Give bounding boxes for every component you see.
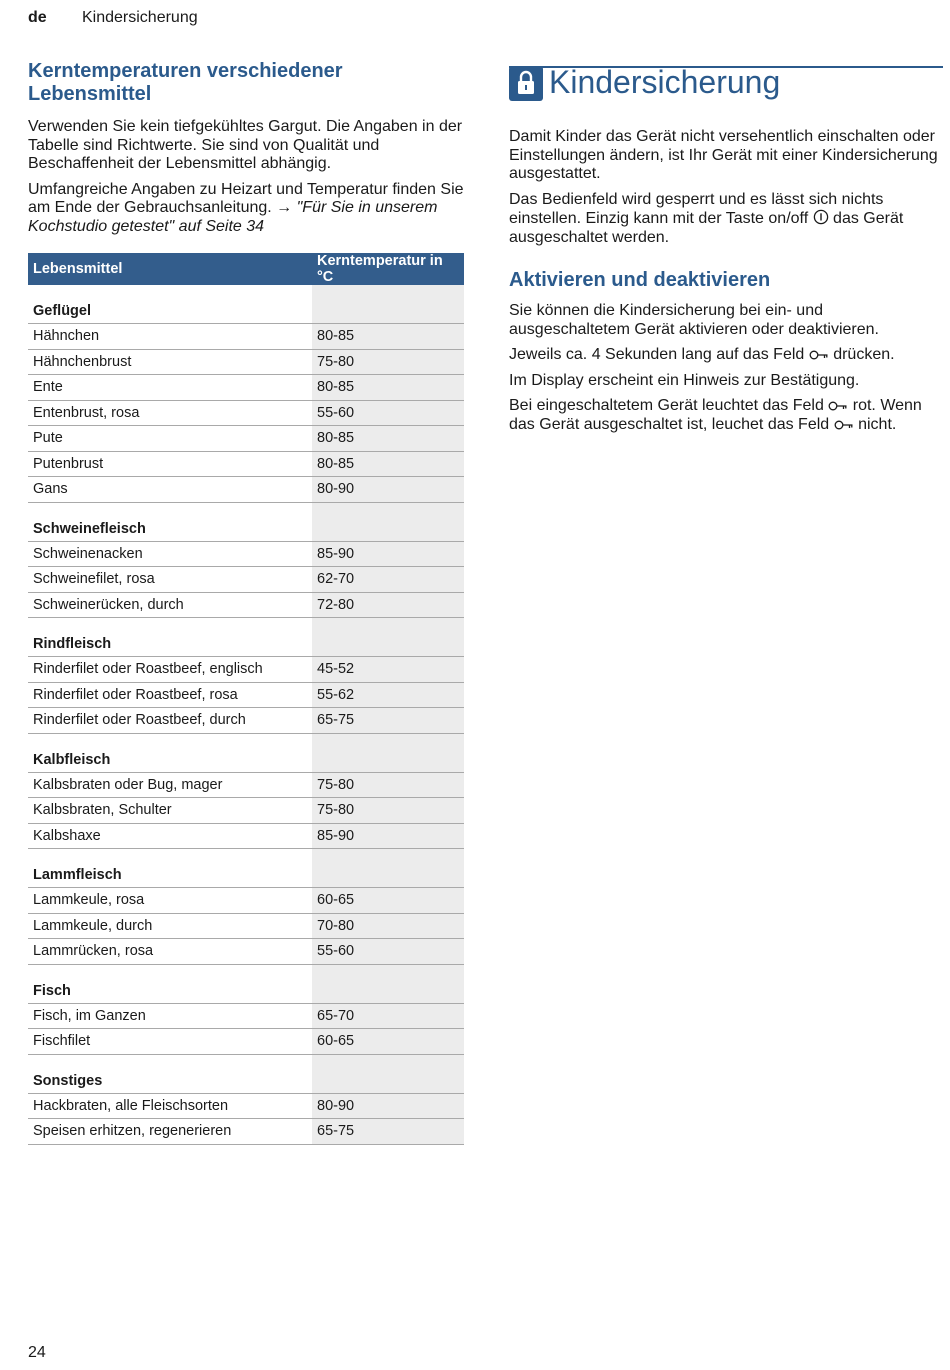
left-column xyxy=(28,60,464,1145)
core-temp-cell: 80-85 xyxy=(312,451,464,477)
table-row xyxy=(28,913,464,939)
food-cell: Schweinefilet, rosa xyxy=(28,567,312,593)
panel-locked-text-a: Das Bedienfeld wird gesperrt und es lässt sich nichts einstellen. Einzig kann mit der Taste on/off xyxy=(509,190,884,227)
table-body xyxy=(28,285,464,1144)
group-value-cell xyxy=(312,502,464,541)
key-icon xyxy=(834,419,854,431)
food-cell: Hackbraten, alle Fleischsorten xyxy=(28,1093,312,1119)
panel-locked-text-b: das Gerät ausgeschaltet werden. xyxy=(509,210,904,246)
food-cell: Lammkeule, durch xyxy=(28,913,312,939)
group-value-cell xyxy=(312,1054,464,1093)
food-cell: Hähnchenbrust xyxy=(28,349,312,375)
right-column xyxy=(509,60,943,441)
table-header-row xyxy=(28,253,464,285)
paragraph-display-hint: Im Display erscheint ein Hinweis zur Bestätigung. xyxy=(509,371,860,389)
core-temp-cell: 80-85 xyxy=(312,426,464,452)
core-temp-cell: 60-65 xyxy=(312,888,464,914)
paragraph-panel-locked xyxy=(509,191,943,248)
reference-link[interactable]: "Für Sie in unserem Kochstudio getestet" auf Seite 34 xyxy=(28,199,438,235)
paragraph-child-lock-intro: Damit Kinder das Gerät nicht versehentlich einschalten oder Einstellungen ändern, ist Ihr Gerät mit einer Kindersicherung ausgestattet. xyxy=(509,128,938,182)
paragraph-intro: Verwenden Sie kein tiefgekühltes Gargut. Die Angaben in der Tabelle sind Richtwerte. Sie sind von Qualität und Beschaffenheit der Lebensmittel abhängig. xyxy=(28,118,463,172)
table-row xyxy=(28,1029,464,1055)
lock-icon xyxy=(509,66,543,101)
section-heading-activate: Aktivieren und deaktivieren xyxy=(509,269,771,291)
core-temp-cell: 65-75 xyxy=(312,1119,464,1145)
column-header-food: Lebensmittel xyxy=(28,253,312,285)
group-value-cell xyxy=(312,285,464,324)
table-row xyxy=(28,324,464,350)
field-lights-text-a: Bei eingeschaltetem Gerät leuchtet das Feld xyxy=(509,397,824,414)
header-title: Kindersicherung xyxy=(82,9,198,26)
field-lights-text-b: rot. Wenn das Gerät ausgeschaltet ist, leuchet das Feld xyxy=(509,397,922,433)
key-icon xyxy=(828,400,848,412)
group-value-cell xyxy=(312,964,464,1003)
table-row xyxy=(28,451,464,477)
food-cell: Lammkeule, rosa xyxy=(28,888,312,914)
table-group-row xyxy=(28,733,464,772)
page-number: 24 xyxy=(28,1344,46,1361)
food-cell: Kalbsbraten oder Bug, mager xyxy=(28,772,312,798)
table-row xyxy=(28,1119,464,1145)
group-label: Rindfleisch xyxy=(28,618,312,657)
food-cell: Fisch, im Ganzen xyxy=(28,1003,312,1029)
reference-text: Umfangreiche Angaben zu Heizart und Temperatur finden Sie am Ende der Gebrauchsanleitung. xyxy=(28,180,464,216)
paragraph-field-lights xyxy=(509,397,943,434)
arrow-icon: → xyxy=(276,199,293,216)
table-group-row xyxy=(28,1054,464,1093)
core-temp-cell: 60-65 xyxy=(312,1029,464,1055)
food-cell: Entenbrust, rosa xyxy=(28,400,312,426)
group-label: Lammfleisch xyxy=(28,849,312,888)
paragraph-press-field xyxy=(509,346,943,365)
food-cell: Schweinerücken, durch xyxy=(28,592,312,618)
group-label: Geflügel xyxy=(28,285,312,324)
food-cell: Gans xyxy=(28,477,312,503)
food-cell: Kalbshaxe xyxy=(28,823,312,849)
food-cell: Speisen erhitzen, regenerieren xyxy=(28,1119,312,1145)
core-temp-cell: 85-90 xyxy=(312,541,464,567)
key-icon xyxy=(809,349,829,361)
table-row xyxy=(28,1093,464,1119)
core-temp-cell: 80-90 xyxy=(312,477,464,503)
core-temp-cell: 70-80 xyxy=(312,913,464,939)
table-row xyxy=(28,888,464,914)
table-row xyxy=(28,939,464,965)
core-temperature-table xyxy=(28,253,464,1145)
food-cell: Ente xyxy=(28,375,312,401)
core-temp-cell: 80-85 xyxy=(312,324,464,350)
chapter-title-bar xyxy=(509,66,943,110)
table-row xyxy=(28,657,464,683)
paragraph-reference xyxy=(28,181,464,237)
table-row xyxy=(28,477,464,503)
group-value-cell xyxy=(312,849,464,888)
table-row xyxy=(28,567,464,593)
core-temp-cell: 75-80 xyxy=(312,349,464,375)
core-temp-cell: 75-80 xyxy=(312,798,464,824)
header-language: de xyxy=(28,9,47,26)
table-row xyxy=(28,400,464,426)
section-heading-core-temperatures: Kerntemperaturen verschiedener Lebensmittel xyxy=(28,60,343,105)
column-header-core-temp: Kerntemperatur in °C xyxy=(312,253,464,285)
core-temp-cell: 72-80 xyxy=(312,592,464,618)
core-temp-cell: 55-62 xyxy=(312,682,464,708)
table-group-row xyxy=(28,285,464,324)
food-cell: Fischfilet xyxy=(28,1029,312,1055)
core-temp-cell: 45-52 xyxy=(312,657,464,683)
field-lights-text-c: nicht. xyxy=(858,415,897,433)
table-row xyxy=(28,823,464,849)
table-group-row xyxy=(28,618,464,657)
table-row xyxy=(28,541,464,567)
food-cell: Schweinenacken xyxy=(28,541,312,567)
food-cell: Rinderfilet oder Roastbeef, rosa xyxy=(28,682,312,708)
group-value-cell xyxy=(312,733,464,772)
group-value-cell xyxy=(312,618,464,657)
chapter-title: Kindersicherung xyxy=(549,64,781,100)
table-row xyxy=(28,772,464,798)
paragraph-activate-info: Sie können die Kindersicherung bei ein- und ausgeschaltetem Gerät aktivieren oder deaktivieren. xyxy=(509,302,879,338)
table-row xyxy=(28,375,464,401)
core-temp-cell: 55-60 xyxy=(312,939,464,965)
core-temp-cell: 65-70 xyxy=(312,1003,464,1029)
core-temp-cell: 75-80 xyxy=(312,772,464,798)
core-temp-cell: 85-90 xyxy=(312,823,464,849)
table-row xyxy=(28,708,464,734)
table-row xyxy=(28,798,464,824)
food-cell: Lammrücken, rosa xyxy=(28,939,312,965)
core-temp-cell: 62-70 xyxy=(312,567,464,593)
press-field-text-a: Jeweils ca. 4 Sekunden lang auf das Feld xyxy=(509,346,805,363)
table-group-row xyxy=(28,502,464,541)
group-label: Fisch xyxy=(28,964,312,1003)
food-cell: Rinderfilet oder Roastbeef, englisch xyxy=(28,657,312,683)
food-cell: Hähnchen xyxy=(28,324,312,350)
food-cell: Kalbsbraten, Schulter xyxy=(28,798,312,824)
table-row xyxy=(28,682,464,708)
core-temp-cell: 65-75 xyxy=(312,708,464,734)
table-group-row xyxy=(28,849,464,888)
group-label: Schweinefleisch xyxy=(28,502,312,541)
table-row xyxy=(28,1003,464,1029)
table-group-row xyxy=(28,964,464,1003)
group-label: Sonstiges xyxy=(28,1054,312,1093)
food-cell: Putenbrust xyxy=(28,451,312,477)
group-label: Kalbfleisch xyxy=(28,733,312,772)
table-row xyxy=(28,349,464,375)
core-temp-cell: 80-90 xyxy=(312,1093,464,1119)
press-field-text-b: drücken. xyxy=(833,346,895,363)
food-cell: Rinderfilet oder Roastbeef, durch xyxy=(28,708,312,734)
core-temp-cell: 80-85 xyxy=(312,375,464,401)
table-row xyxy=(28,426,464,452)
table-row xyxy=(28,592,464,618)
core-temp-cell: 55-60 xyxy=(312,400,464,426)
food-cell: Pute xyxy=(28,426,312,452)
power-icon xyxy=(813,209,829,225)
